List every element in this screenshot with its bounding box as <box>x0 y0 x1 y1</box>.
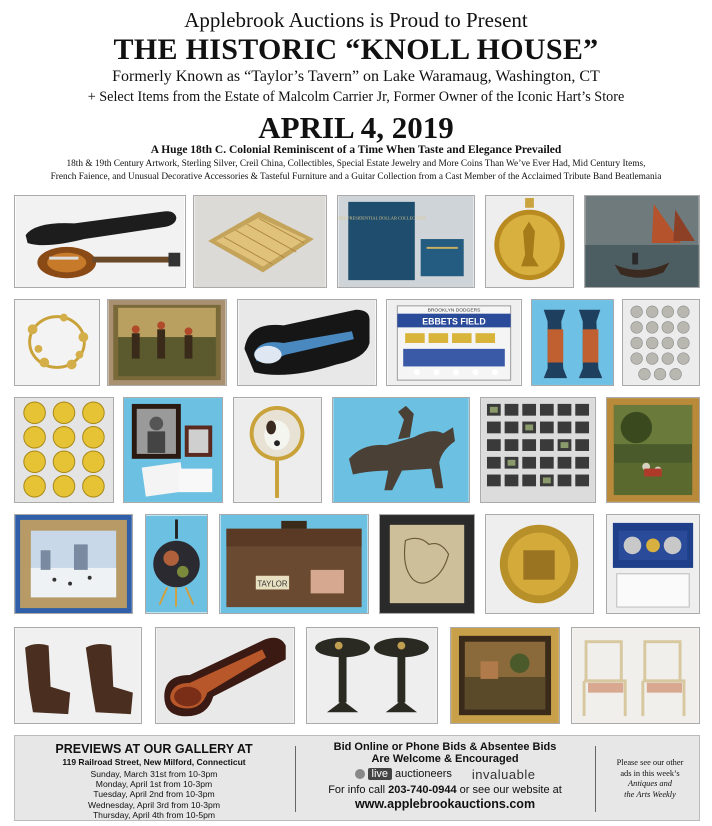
photo-framed-map-sampler <box>379 514 475 614</box>
gilt-armchairs-image <box>572 628 699 723</box>
photo-gilt-armchairs <box>571 627 700 724</box>
photo-charm-bracelet <box>14 299 100 386</box>
gold-compact-image <box>194 196 326 287</box>
photo-violin-bass-guitar <box>14 195 186 288</box>
coin-album-image <box>338 196 474 287</box>
photo-sailboat-painting <box>584 195 700 288</box>
globe-lamp-image <box>146 515 207 613</box>
main-title: THE HISTORIC “KNOLL HOUSE” <box>113 33 599 66</box>
landscape-painting-image <box>607 398 699 502</box>
footer-divider <box>595 746 596 812</box>
photo-gold-compact <box>193 195 327 288</box>
gallery-address: 119 Railroad Street, New Milford, Connecticut <box>62 757 246 767</box>
other-ads-note <box>599 736 701 822</box>
contact-info <box>297 784 593 796</box>
folk-painting-image <box>108 300 226 385</box>
invaluable-logo[interactable]: invaluable <box>471 766 536 782</box>
gavel-icon <box>355 769 365 779</box>
electric-guitar-image <box>238 300 376 385</box>
painted-tables-image <box>307 628 437 723</box>
winter-painting-image <box>15 515 132 613</box>
preview-section <box>15 736 293 822</box>
photo-vintage-trunk <box>219 514 369 614</box>
dog-magnifier-image <box>234 398 321 502</box>
photo-ebbets-field-game <box>386 299 522 386</box>
auction-date: APRIL 4, 2019 <box>258 110 454 145</box>
photo-pair-of-vases <box>531 299 614 386</box>
stamp-collection-image <box>481 398 595 502</box>
note-line: the Arts Weekly <box>624 789 676 799</box>
schedule-line: Tuesday, April 2nd from 10-3pm <box>93 789 215 800</box>
note-line: Antiques and <box>628 779 672 788</box>
schedule-line: Thursday, April 4th from 10-5pm <box>92 809 216 820</box>
bid-line-2: Are Welcome & Encouraged <box>371 753 519 765</box>
violin-bass-guitar-image <box>15 196 185 287</box>
brass-plaque-image <box>486 515 593 613</box>
ebbets-field-image <box>387 300 521 385</box>
info-prefix: For info call <box>328 784 389 796</box>
chairs-image <box>15 628 141 723</box>
photo-folk-art-painting <box>107 299 227 386</box>
vases-image <box>532 300 613 385</box>
silver-coins-image <box>623 300 699 385</box>
photo-landscape-oil-painting <box>606 397 700 503</box>
framed-photos-image <box>124 398 222 502</box>
photo-globe-lamp <box>145 514 208 614</box>
map-sampler-image <box>380 515 474 613</box>
ad-footer <box>14 735 700 821</box>
subtitle-line: Formerly Known as “Taylor’s Tavern” on Lake Waramaug, Washington, CT <box>112 68 600 85</box>
photo-gold-plates <box>14 397 114 503</box>
ebbets-title: EBBETS FIELD <box>422 316 486 327</box>
liveauctioneers-logo[interactable] <box>355 768 452 780</box>
bidding-platform-logos <box>297 766 593 782</box>
photo-stamp-collection <box>480 397 596 503</box>
note-line: Please see our other <box>616 758 684 767</box>
gold-coin-image <box>486 196 573 287</box>
description-line-2: French Faience, and Unusual Decorative Accessories & Tasteful Furniture and a Guitar Collection from a Cast Member of the Acclaimed Tribute Band Beatlemania <box>50 172 662 182</box>
info-suffix: or see our website at <box>456 784 562 796</box>
schedule-line: Sunday, March 31st from 10-3pm <box>90 769 218 779</box>
footer-divider <box>295 746 296 812</box>
schedule-line: Wednesday, April 3rd from 10-3pm <box>88 799 220 810</box>
charm-bracelet-image <box>15 300 99 385</box>
bid-line-1: Bid Online or Phone Bids & Absentee Bids <box>333 741 557 753</box>
photo-proof-coin-set <box>606 514 700 614</box>
ebbets-subtitle: BROOKLYN DODGERS <box>427 308 481 314</box>
photo-framed-photographs <box>123 397 223 503</box>
gold-plates-image <box>15 398 113 502</box>
trunk-label: TAYLOR <box>257 579 288 589</box>
proof-coin-set-image <box>607 515 699 613</box>
photo-brass-plaque <box>485 514 594 614</box>
schedule-line: Monday, April 1st from 10-3pm <box>95 779 213 790</box>
photo-silver-coins <box>622 299 700 386</box>
phone-number[interactable]: 203-740-0944 <box>388 784 457 796</box>
photo-painted-tables <box>306 627 438 724</box>
preview-schedule <box>15 769 293 820</box>
description-line-1: 18th & 19th Century Artwork, Sterling Silver, Creil China, Collectibles, Special Estate Jewelry and More Coins Than We’ve Ever Had, Mid Century Items, <box>66 159 646 169</box>
presenter-line: Applebrook Auctions is Proud to Present <box>184 8 528 32</box>
photo-dog-magnifier <box>233 397 322 503</box>
weathervane-image <box>333 398 469 502</box>
guitar-in-case-image <box>156 628 294 723</box>
estate-line: + Select Items from the Estate of Malcolm Carrier Jr, Former Owner of the Iconic Hart’s Store <box>87 89 625 105</box>
tagline: A Huge 18th C. Colonial Reminiscent of a Time When Taste and Elegance Prevailed <box>150 144 562 156</box>
photo-mid-century-chairs <box>14 627 142 724</box>
photo-gold-double-eagle-coin <box>485 195 574 288</box>
framed-landscape-image <box>451 628 559 723</box>
vintage-trunk-image <box>220 515 368 613</box>
photo-electric-guitar-case <box>237 299 377 386</box>
note-line: ads in this week’s <box>620 768 680 778</box>
website-link[interactable]: www.applebrookauctions.com <box>354 797 536 811</box>
photo-presidential-dollar-collection <box>337 195 475 288</box>
bidding-section <box>297 736 593 822</box>
sailboat-painting-image <box>585 196 699 287</box>
photo-horse-rider-weathervane <box>332 397 470 503</box>
logo-auctioneers-text: auctioneers <box>395 768 452 780</box>
preview-heading: PREVIEWS AT OUR GALLERY AT <box>55 742 253 756</box>
photo-gretsch-guitar <box>155 627 295 724</box>
coin-album-title: THE PRESIDENTIAL DOLLAR COLLECTION <box>338 215 426 221</box>
photo-winter-scene-painting <box>14 514 133 614</box>
logo-live-text: live <box>368 768 393 780</box>
photo-framed-landscape <box>450 627 560 724</box>
